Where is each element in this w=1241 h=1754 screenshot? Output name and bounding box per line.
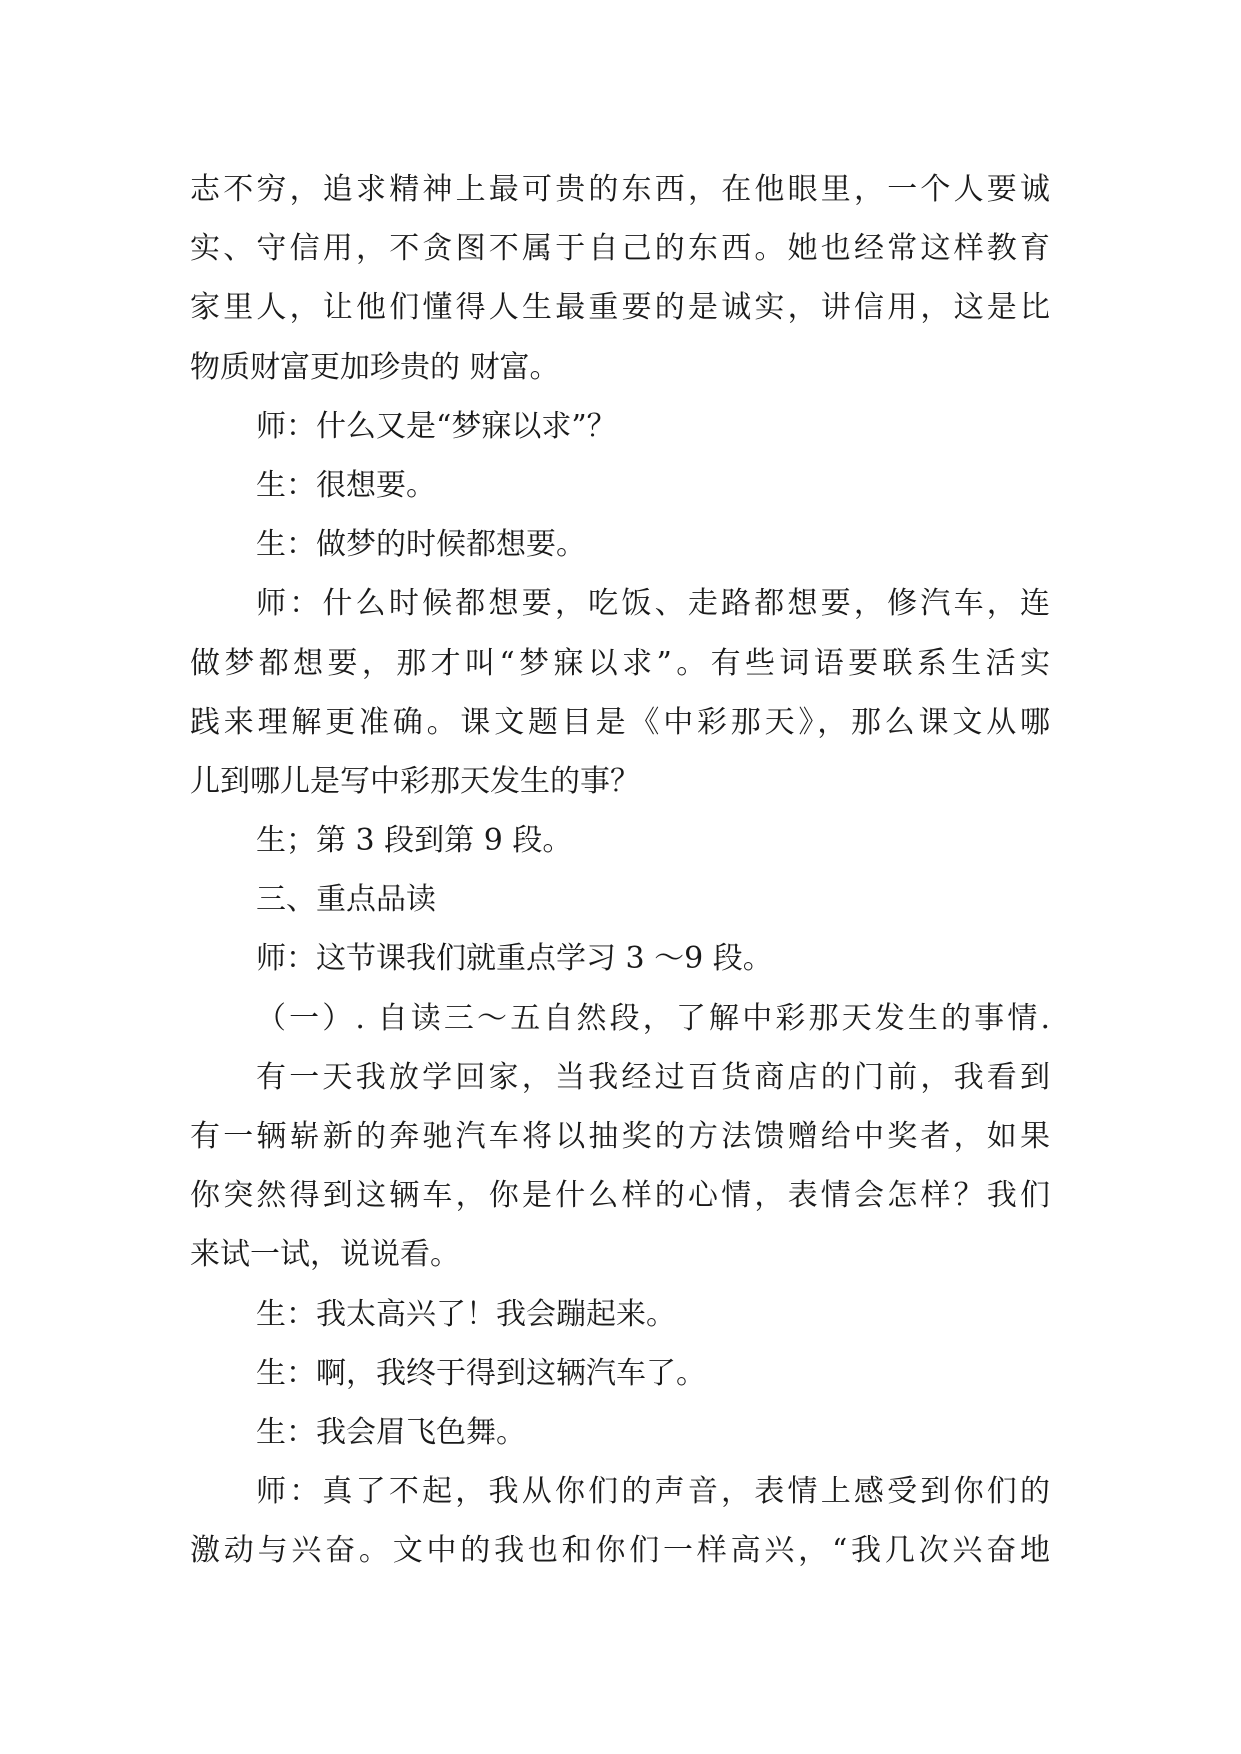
text-line: 生：啊，我终于得到这辆汽车了。	[256, 1355, 706, 1391]
text-line: （一）. 自读三～五自然段，了解中彩那天发生的事情.	[256, 1000, 1050, 1036]
text-line: 物质财富更加珍贵的 财富。	[190, 349, 560, 385]
text-line: 生；第 3 段到第 9 段。	[256, 823, 573, 859]
text-line: 来试一试，说说看。	[190, 1237, 460, 1273]
text-line: 生：很想要。	[256, 467, 436, 503]
text-line: 师：这节课我们就重点学习 3 ～9 段。	[256, 941, 773, 977]
text-line: 儿到哪儿是写中彩那天发生的事？	[190, 763, 640, 799]
text-line: 志不穷，追求精神上最可贵的东西，在他眼里，一个人要诚	[190, 172, 1050, 207]
text-line: 生：我会眉飞色舞。	[256, 1414, 526, 1450]
text-line: 师：真了不起，我从你们的声音，表情上感受到你们的	[256, 1474, 1050, 1510]
text-line: 生：我太高兴了！我会蹦起来。	[256, 1296, 676, 1332]
text-line: 实、守信用，不贪图不属于自己的东西。她也经常这样教育	[190, 231, 1050, 267]
text-line: 师：什么时候都想要，吃饭、走路都想要，修汽车，连	[256, 586, 1050, 622]
text-line: 师：什么又是“梦寐以求”？	[256, 408, 617, 444]
text-line: 三、重点品读	[256, 882, 436, 918]
text-line: 你突然得到这辆车，你是什么样的心情，表情会怎样？我们	[190, 1178, 1050, 1214]
body-text	[190, 160, 1050, 1581]
text-line: 做梦都想要，那才叫“梦寐以求”。有些词语要联系生活实	[190, 645, 1050, 681]
text-line: 生：做梦的时候都想要。	[256, 527, 586, 563]
text-line: 有一天我放学回家，当我经过百货商店的门前，我看到	[256, 1059, 1050, 1095]
text-line: 有一辆崭新的奔驰汽车将以抽奖的方法馈赠给中奖者，如果	[190, 1119, 1050, 1154]
text-line: 激动与兴奋。文中的我也和你们一样高兴，“我几次兴奋地	[190, 1533, 1050, 1569]
text-line: 家里人，让他们懂得人生最重要的是诚实，讲信用，这是比	[190, 290, 1050, 326]
text-line: 践来理解更准确。课文题目是《中彩那天》，那么课文从哪	[190, 704, 1050, 740]
